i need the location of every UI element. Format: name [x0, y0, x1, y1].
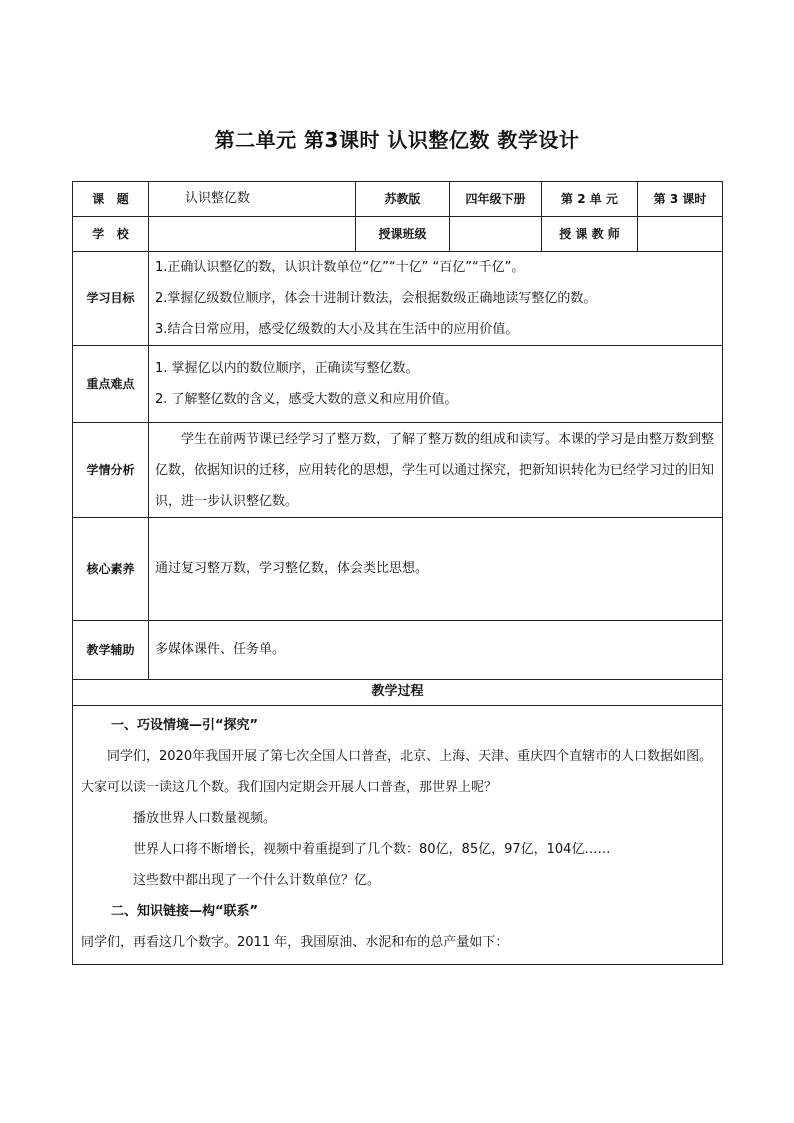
publisher-cell: 苏教版: [356, 182, 450, 217]
analysis-content: [149, 423, 723, 518]
class-label: 授课班级: [356, 217, 450, 252]
aids-row: [73, 621, 723, 680]
section1-paragraph: 播放世界人口数量视频。: [133, 811, 277, 826]
process-content-row: [73, 706, 723, 965]
goals-label: 学习目标: [73, 252, 149, 346]
teacher-label: 授 课 教 师: [542, 217, 638, 252]
goal-item: 3.结合日常应用，感受亿级数的大小及其在生活中的应用价值。: [155, 322, 519, 337]
section2-paragraph: 同学们，再看这几个数字。2011 年，我国原油、水泥和布的总产量如下：: [81, 935, 509, 950]
grade-cell: 四年级下册: [450, 182, 542, 217]
key-point-item: 2. 了解整亿数的含义，感受大数的意义和应用价值。: [155, 392, 458, 407]
analysis-row: [73, 423, 723, 518]
goal-item: 1.正确认识整亿的数，认识计数单位“亿”“十亿” “百亿”“千亿”。: [155, 260, 525, 275]
topic-value: [149, 182, 356, 217]
key-points-row: [73, 346, 723, 423]
literacy-content: 通过复习整万数，学习整亿数，体会类比思想。: [149, 518, 723, 621]
goals-row: [73, 252, 723, 346]
process-heading-row: [73, 680, 723, 706]
page-title: 第二单元 第3课时 认识整亿数 教学设计: [214, 128, 580, 152]
unit-cell: 第 2 单 元: [542, 182, 638, 217]
key-points-content: [149, 346, 723, 423]
aids-content: 多媒体课件、任务单。: [149, 621, 723, 680]
key-point-item: 1. 掌握亿以内的数位顺序，正确读写整亿数。: [155, 361, 419, 376]
class-value: [450, 217, 542, 252]
literacy-label: 核心素养: [73, 518, 149, 621]
goal-item: 2.掌握亿级数位顺序，体会十进制计数法，会根据数级正确地读写整亿的数。: [155, 291, 597, 306]
header-row-1: [73, 182, 723, 217]
teacher-value: [638, 217, 723, 252]
topic-value-text: 认识整亿数: [185, 190, 251, 206]
key-points-label: 重点难点: [73, 346, 149, 423]
process-heading: 教学过程: [73, 680, 723, 706]
school-value: [149, 217, 356, 252]
analysis-label: 学情分析: [73, 423, 149, 518]
school-label: 学 校: [73, 217, 149, 252]
analysis-text: 学生在前两节课已经学习了整万数，了解了整万数的组成和读写。本课的学习是由整万数到整亿数，依据知识的迁移，应用转化的思想，学生可以通过探究，把新知识转化为已经学习过的旧知识，进一步认识整亿数。: [155, 431, 715, 509]
aids-label: 教学辅助: [73, 621, 149, 680]
lesson-cell: 第 3 课时: [638, 182, 723, 217]
header-row-2: [73, 217, 723, 252]
lesson-plan-table: [72, 181, 723, 965]
topic-label: 课 题: [73, 182, 149, 217]
process-content: [73, 706, 723, 965]
literacy-row: [73, 518, 723, 621]
section1-paragraph: 同学们，2020年我国开展了第七次全国人口普查，北京、上海、天津、重庆四个直辖市的人口数据如图。大家可以读一读这几个数。我们国内定期会开展人口普查，那世界上呢？: [81, 749, 713, 795]
section2-title: 二、知识链接—构“联系”: [111, 904, 259, 919]
section1-paragraph: 世界人口将不断增长，视频中着重提到了几个数：80亿，85亿，97亿，104亿……: [133, 842, 611, 857]
section1-paragraph: 这些数中都出现了一个什么计数单位？亿。: [133, 873, 381, 888]
section1-title: 一、巧设情境—引“探究”: [111, 718, 259, 733]
goals-content: [149, 252, 723, 346]
